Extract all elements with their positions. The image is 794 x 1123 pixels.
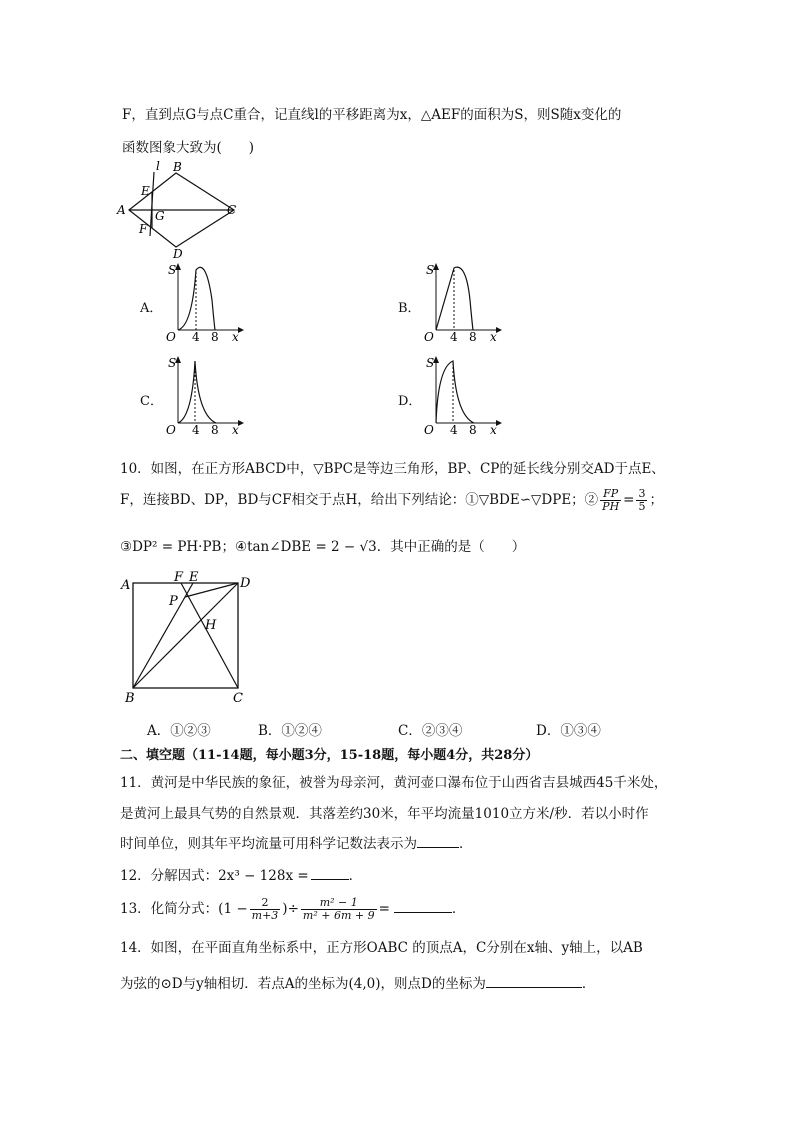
q10-line2 bbox=[120, 488, 663, 513]
q10-label-F: F bbox=[174, 570, 184, 585]
q9-opt-C-o: O bbox=[166, 423, 176, 437]
q10-frac-fp-ph: $\frac{FP}{PH}$ bbox=[602, 487, 620, 513]
q13-frac2: $\frac{\text{m² − 1}}{\text{m² + 6m + 9}}$ bbox=[302, 896, 375, 922]
q9-opt-B-o: O bbox=[424, 330, 434, 344]
q9-opt-C-t1: 4 bbox=[192, 423, 200, 437]
q10-option-D: D．①③④ bbox=[536, 723, 601, 739]
q9-label-F: F bbox=[139, 222, 148, 236]
q9-opt-B-x: x bbox=[490, 330, 497, 344]
q10-option-C: C．②③④ bbox=[398, 723, 463, 739]
q10-line3: ③DP² = PH·PB；④tan∠DBE = 2 − √3．其中正确的是（ ） bbox=[120, 539, 526, 555]
q9-label-E: E bbox=[141, 184, 150, 198]
q14-answer-blank[interactable] bbox=[486, 974, 582, 988]
q12-line: 12．分解因式：2x³ − 128x = ． bbox=[120, 868, 363, 884]
q10-option-A: A．①②③ bbox=[147, 723, 211, 739]
q9-option-D-graph bbox=[418, 353, 513, 438]
q9-option-A-label: A． bbox=[140, 301, 163, 316]
q9-label-A: A bbox=[117, 203, 126, 217]
q10-label-A: A bbox=[121, 578, 131, 593]
q10-line2b: ； bbox=[649, 492, 663, 508]
q13-answer-blank[interactable] bbox=[394, 899, 452, 913]
q11-line3: 时间单位，则其年平均流量可用科学记数法表示为 ． bbox=[120, 836, 473, 852]
q9-opt-D-x: x bbox=[490, 423, 497, 437]
q9-opt-B-t1: 4 bbox=[450, 330, 458, 344]
q9-opt-B-s: S bbox=[426, 263, 435, 277]
q13-frac1: $\frac{2}{m+3}$ bbox=[251, 896, 279, 922]
q14-line2: 为弦的⊙D与y轴相切．若点A的坐标为(4,0)，则点D的坐标为 ． bbox=[120, 976, 596, 992]
q9-opt-B-t2: 8 bbox=[469, 330, 477, 344]
q9-opt-C-s: S bbox=[168, 356, 177, 370]
q10-label-D: D bbox=[240, 576, 251, 591]
q9-opt-D-t1: 4 bbox=[450, 423, 458, 437]
q9-opt-C-t2: 8 bbox=[211, 423, 219, 437]
q9-option-A-graph bbox=[160, 260, 255, 345]
q11-line2: 是黄河上最具气势的自然景观．其落差约30米，年平均流量1010立方米/秒．若以小时作 bbox=[120, 806, 649, 822]
q10-label-E: E bbox=[189, 570, 199, 585]
q9-label-G: G bbox=[155, 209, 165, 223]
q10-frac-eq: = bbox=[623, 492, 635, 508]
q11-line1: 11．黄河是中华民族的象征，被誉为母亲河，黄河壶口瀑布位于山西省吉县城西45千米处， bbox=[120, 775, 668, 791]
q9-option-D-label: D． bbox=[398, 394, 422, 409]
q10-frac-3-5: $\frac{3}{5}$ bbox=[638, 487, 646, 513]
q10-label-H: H bbox=[205, 618, 217, 633]
q9-line1: F，直到点G与点C重合，记直线l的平移距离为x，△AEF的面积为S，则S随x变化的 bbox=[122, 107, 622, 123]
q14-line1: 14．如图，在平面直角坐标系中，正方形OABC 的顶点A，C分别在x轴、y轴上，以AB bbox=[120, 940, 643, 956]
q9-option-C-graph bbox=[160, 353, 255, 438]
q10-square-figure bbox=[115, 567, 265, 707]
q9-label-C: C bbox=[227, 203, 237, 217]
q10-label-B: B bbox=[125, 691, 135, 706]
q9-opt-A-s: S bbox=[168, 263, 177, 277]
q9-opt-D-t2: 8 bbox=[469, 423, 477, 437]
q10-label-C: C bbox=[233, 691, 243, 706]
q13-line: 13．化简分式：(1 − $\frac{2}{m+3}$ )÷ $\frac{\text{m² − 1}}{\text{m² + 6m + 9}}$ = ． bbox=[120, 896, 466, 922]
q9-option-C-label: C． bbox=[140, 394, 163, 409]
q12-answer-blank[interactable] bbox=[311, 866, 349, 880]
q9-opt-A-t2: 8 bbox=[211, 330, 219, 344]
q10-option-B: B．①②④ bbox=[258, 723, 322, 739]
q9-rhombus-figure bbox=[110, 160, 250, 260]
q9-option-B-label: B． bbox=[398, 301, 421, 316]
q9-line2: 函数图象大致为( ) bbox=[122, 140, 255, 156]
q10-label-P: P bbox=[169, 594, 178, 609]
q10-line1: 10．如图，在正方形ABCD中，▽BPC是等边三角形，BP、CP的延长线分别交AD于点E、 bbox=[120, 461, 665, 477]
q9-opt-C-x: x bbox=[232, 423, 239, 437]
q9-label-B: B bbox=[173, 160, 182, 174]
q9-opt-A-x: x bbox=[232, 330, 239, 344]
q9-opt-D-s: S bbox=[426, 356, 435, 370]
q9-opt-D-o: O bbox=[424, 423, 434, 437]
q9-label-l: l bbox=[156, 160, 160, 173]
q9-opt-A-o: O bbox=[166, 330, 176, 344]
q9-opt-A-t1: 4 bbox=[192, 330, 200, 344]
q9-label-D: D bbox=[173, 247, 183, 260]
section-2-heading: 二、填空题（11-14题，每小题3分，15-18题，每小题4分，共28分） bbox=[120, 748, 539, 763]
q11-answer-blank[interactable] bbox=[417, 834, 459, 848]
q10-line2a: F，连接BD、DP，BD与CF相交于点H，给出下列结论：①▽BDE∽▽DPE；② bbox=[120, 492, 599, 508]
q9-option-B-graph bbox=[418, 260, 513, 345]
